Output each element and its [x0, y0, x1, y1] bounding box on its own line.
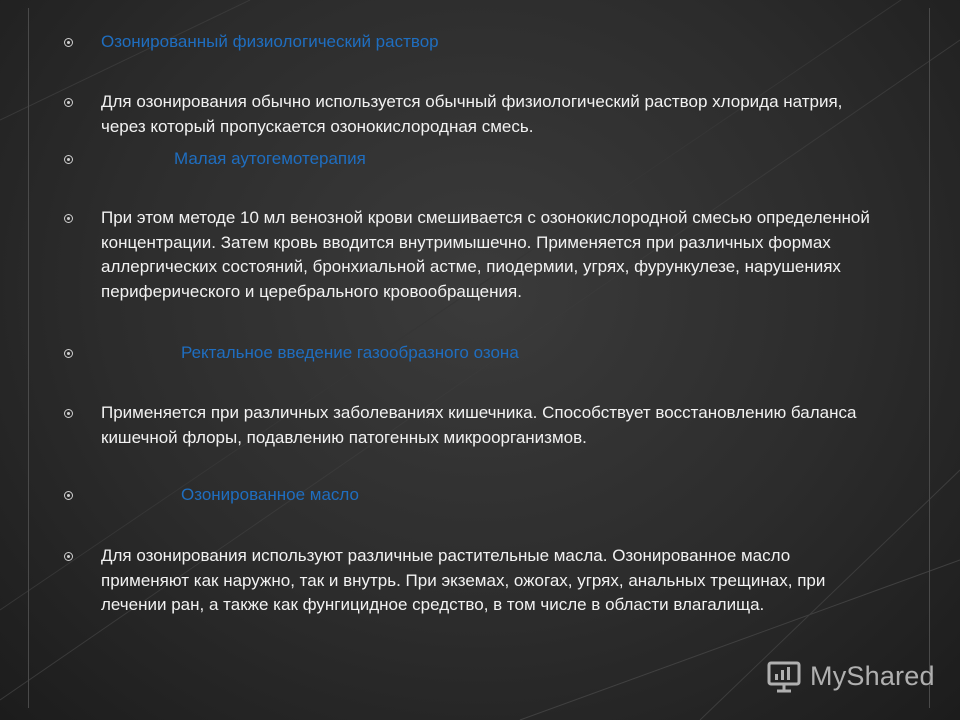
paragraph-saline: Для озонирования обычно используется обычный физиологический раствор хлорида натрия, через который пропускается озонокислородная смесь.	[101, 92, 843, 136]
presentation-board-icon	[766, 658, 802, 694]
myshared-watermark	[766, 656, 935, 696]
heading-minor-autohemotherapy: Малая аутогемотерапия	[174, 149, 366, 168]
paragraph-oil: Для озонирования используют различные растительные масла. Озонированное масло применяют как наружно, так и внутрь. При экземах, ожогах, угрях, анальных трещинах, при лечении ран, а также как фунгицидное средство, в том числе в области влагалища.	[101, 546, 826, 614]
bullet-icon	[64, 349, 73, 358]
bullet-icon	[64, 491, 73, 500]
watermark-text: MyShared	[810, 660, 935, 691]
bullet-icon	[64, 214, 73, 223]
paragraph-autohemotherapy: При этом методе 10 мл венозной крови смешивается с озонокислородной смесью определенной концентрации. Затем кровь вводится внутримышечно. Применяется при различных формах аллергических состояний, бронхиальной астме, пиодермии, угрях, фурункулезе, нарушениях периферического и церебрального кровообращения.	[101, 208, 870, 301]
bullet-icon	[64, 38, 73, 47]
bullet-icon	[64, 552, 73, 561]
bullet-icon	[64, 155, 73, 164]
bullet-icon	[64, 98, 73, 107]
heading-ozonated-saline: Озонированный физиологический раствор	[101, 32, 439, 51]
heading-rectal-ozone: Ректальное введение газообразного озона	[181, 343, 519, 362]
bullet-icon	[64, 409, 73, 418]
paragraph-rectal: Применяется при различных заболеваниях кишечника. Способствует восстановлению баланса кишечной флоры, подавлению патогенных микроорганизмов.	[101, 403, 857, 447]
heading-ozonated-oil: Озонированное масло	[181, 485, 359, 504]
